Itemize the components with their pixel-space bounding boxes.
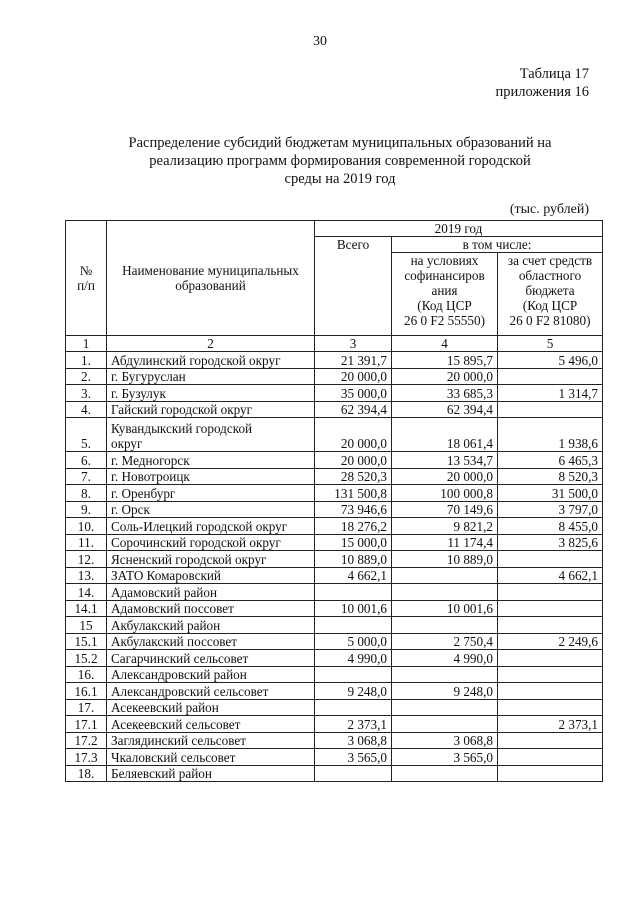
table-row [66,617,603,634]
row-total: 20 000,0 [315,368,392,385]
row-cofinancing: 33 685,3 [392,385,498,402]
row-regional [498,650,603,667]
row-total: 20 000,0 [315,452,392,469]
table-row [66,352,603,369]
row-cofinancing: 100 000,8 [392,485,498,502]
row-number: 15.1 [66,633,107,650]
row-cofinancing: 18 061,4 [392,418,498,452]
row-name: г. Орск [107,501,315,518]
row-regional [498,584,603,601]
row-cofinancing: 20 000,0 [392,368,498,385]
table-row [66,633,603,650]
table-header [66,221,603,352]
header-name: Наименование муниципальных образований [107,221,315,336]
table-row [66,368,603,385]
column-number: 3 [315,336,392,352]
row-number: 5. [66,418,107,452]
table-reference [496,65,589,101]
row-regional: 4 662,1 [498,567,603,584]
row-name: г. Бугуруслан [107,368,315,385]
row-regional: 31 500,0 [498,485,603,502]
row-name: Ясненский городской округ [107,551,315,568]
row-name: ЗАТО Комаровский [107,567,315,584]
row-name: Кувандыкский городской округ [107,418,315,452]
row-number: 7. [66,468,107,485]
row-regional: 6 465,3 [498,452,603,469]
row-name: Заглядинский сельсовет [107,732,315,749]
row-total: 4 990,0 [315,650,392,667]
row-regional [498,600,603,617]
row-regional: 2 249,6 [498,633,603,650]
column-number: 1 [66,336,107,352]
row-number: 17.2 [66,732,107,749]
row-total [315,666,392,683]
row-regional: 8 520,3 [498,468,603,485]
row-total: 28 520,3 [315,468,392,485]
row-number: 13. [66,567,107,584]
column-number: 5 [498,336,603,352]
title-line: Распределение субсидий бюджетам муниципальных образований на [128,135,552,151]
table-row [66,650,603,667]
row-total [315,584,392,601]
appendix-number: приложения 16 [495,84,589,100]
units-note: (тыс. рублей) [509,202,589,217]
row-regional [498,699,603,716]
header-total: Всего [315,237,392,336]
row-regional [498,617,603,634]
table-row [66,418,603,452]
table-row [66,765,603,782]
row-number: 17.3 [66,749,107,766]
row-cofinancing [392,584,498,601]
header-number: № п/п [66,221,107,336]
row-name: Соль-Илецкий городской округ [107,518,315,535]
row-number: 14.1 [66,600,107,617]
row-regional [498,765,603,782]
row-name: Адамовский поссовет [107,600,315,617]
table-row [66,567,603,584]
row-cofinancing: 9 821,2 [392,518,498,535]
table-row [66,385,603,402]
row-number: 9. [66,501,107,518]
row-number: 3. [66,385,107,402]
title-line: среды на 2019 год [284,171,396,187]
row-regional [498,683,603,700]
row-cofinancing [392,699,498,716]
row-regional [498,732,603,749]
row-cofinancing: 10 001,6 [392,600,498,617]
row-name: Александровский район [107,666,315,683]
table-row [66,683,603,700]
title-line: реализацию программ формирования современной городской [149,153,531,169]
column-number: 4 [392,336,498,352]
table-row [66,699,603,716]
row-name: Чкаловский сельсовет [107,749,315,766]
row-regional: 2 373,1 [498,716,603,733]
row-number: 15 [66,617,107,634]
row-regional [498,666,603,683]
row-number: 12. [66,551,107,568]
row-cofinancing: 3 565,0 [392,749,498,766]
page-number: 30 [313,34,327,49]
row-name: г. Оренбург [107,485,315,502]
table-row [66,518,603,535]
row-number: 14. [66,584,107,601]
table-body [66,352,603,782]
row-regional: 3 797,0 [498,501,603,518]
table-row [66,468,603,485]
row-regional: 8 455,0 [498,518,603,535]
row-number: 11. [66,534,107,551]
row-name: Сагарчинский сельсовет [107,650,315,667]
table-row [66,666,603,683]
row-cofinancing: 62 394,4 [392,401,498,418]
row-cofinancing: 70 149,6 [392,501,498,518]
row-total: 3 565,0 [315,749,392,766]
row-regional [498,551,603,568]
row-total: 3 068,8 [315,732,392,749]
row-name: Беляевский район [107,765,315,782]
row-total: 131 500,8 [315,485,392,502]
column-number: 2 [107,336,315,352]
table-row [66,401,603,418]
row-regional: 3 825,6 [498,534,603,551]
row-cofinancing: 4 990,0 [392,650,498,667]
row-total: 18 276,2 [315,518,392,535]
table-row [66,452,603,469]
document-title [95,134,585,188]
table-row [66,716,603,733]
row-number: 18. [66,765,107,782]
row-number: 17.1 [66,716,107,733]
row-cofinancing: 3 068,8 [392,732,498,749]
row-total: 10 889,0 [315,551,392,568]
row-total: 62 394,4 [315,401,392,418]
row-total: 9 248,0 [315,683,392,700]
table-row [66,584,603,601]
row-total: 10 001,6 [315,600,392,617]
row-name: г. Бузулук [107,385,315,402]
row-total: 2 373,1 [315,716,392,733]
row-number: 15.2 [66,650,107,667]
row-cofinancing: 13 534,7 [392,452,498,469]
row-name: Акбулакский поссовет [107,633,315,650]
header-cofinancing: на условиях софинансиров ания (Код ЦСР 26 0 F2 55550) [392,253,498,336]
row-total [315,765,392,782]
row-total: 35 000,0 [315,385,392,402]
row-name: Гайский городской округ [107,401,315,418]
row-total: 21 391,7 [315,352,392,369]
row-cofinancing [392,567,498,584]
table-row [66,600,603,617]
row-regional [498,368,603,385]
row-total: 73 946,6 [315,501,392,518]
table-row [66,551,603,568]
row-regional [498,401,603,418]
row-name: Асекеевский сельсовет [107,716,315,733]
row-number: 16. [66,666,107,683]
row-number: 2. [66,368,107,385]
row-number: 10. [66,518,107,535]
row-regional: 1 938,6 [498,418,603,452]
row-total: 15 000,0 [315,534,392,551]
row-number: 8. [66,485,107,502]
row-cofinancing [392,765,498,782]
row-cofinancing [392,666,498,683]
row-name: г. Медногорск [107,452,315,469]
row-name: Акбулакский район [107,617,315,634]
row-regional: 5 496,0 [498,352,603,369]
row-name: г. Новотроицк [107,468,315,485]
row-name: Абдулинский городской округ [107,352,315,369]
table-row [66,534,603,551]
row-number: 16.1 [66,683,107,700]
table-row [66,501,603,518]
row-number: 1. [66,352,107,369]
row-regional: 1 314,7 [498,385,603,402]
row-name: Адамовский район [107,584,315,601]
row-total [315,617,392,634]
row-total [315,699,392,716]
row-name: Асекеевский район [107,699,315,716]
row-number: 17. [66,699,107,716]
header-regional-budget: за счет средств областного бюджета (Код ЦСР 26 0 F2 81080) [498,253,603,336]
row-name: Александровский сельсовет [107,683,315,700]
row-number: 6. [66,452,107,469]
row-total: 5 000,0 [315,633,392,650]
row-cofinancing: 15 895,7 [392,352,498,369]
row-total: 4 662,1 [315,567,392,584]
table-row [66,485,603,502]
row-cofinancing: 9 248,0 [392,683,498,700]
table-row [66,732,603,749]
row-cofinancing [392,716,498,733]
header-year: 2019 год [315,221,603,237]
table-row [66,749,603,766]
row-cofinancing: 20 000,0 [392,468,498,485]
header-including: в том числе: [392,237,603,253]
table-number: Таблица 17 [519,66,589,82]
row-cofinancing: 11 174,4 [392,534,498,551]
row-total: 20 000,0 [315,418,392,452]
row-cofinancing [392,617,498,634]
row-regional [498,749,603,766]
row-cofinancing: 10 889,0 [392,551,498,568]
row-cofinancing: 2 750,4 [392,633,498,650]
row-name: Сорочинский городской округ [107,534,315,551]
row-number: 4. [66,401,107,418]
subsidy-table [65,220,603,782]
